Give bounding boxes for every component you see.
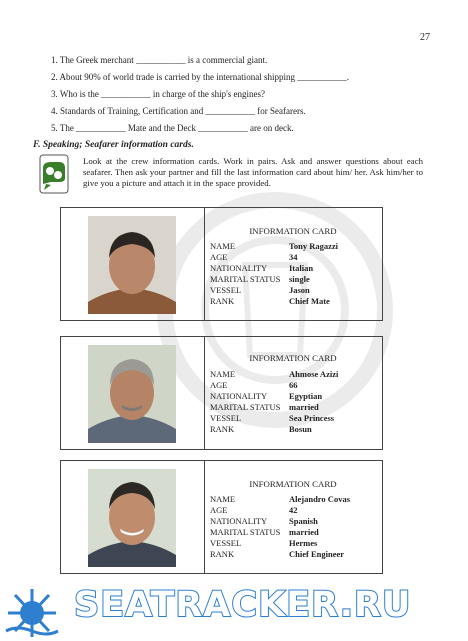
label-rank: RANK xyxy=(210,424,235,434)
value-marital-status: married xyxy=(289,527,319,537)
label-age: AGE xyxy=(210,252,228,262)
speaking-pair-icon xyxy=(39,154,69,194)
instructions-text: Look at the crew information cards. Work in pairs. Ask and answer questions about each seafarer. Then ask your partner and fill the last information card about him/ her. Ask him/her to give you a picture and attach it in the space provided. xyxy=(83,156,423,188)
value-rank: Chief Engineer xyxy=(289,549,345,559)
question-item: 4. Standards of Training, Certification and ___________ for Seafarers. xyxy=(51,106,306,116)
label-marital-status: MARITAL STATUS xyxy=(210,402,281,412)
value-vessel: Hermes xyxy=(289,538,318,548)
label-rank: RANK xyxy=(210,296,235,306)
value-nationality: Spanish xyxy=(289,516,318,526)
label-rank: RANK xyxy=(210,549,235,559)
value-nationality: Egyptian xyxy=(289,391,323,401)
question-item: 1. The Greek merchant ___________ is a commercial giant. xyxy=(51,55,268,65)
card-heading: INFORMATION CARD xyxy=(249,353,337,363)
value-name: Alejandro Covas xyxy=(289,494,350,504)
seafarer-photo xyxy=(88,216,176,314)
value-age: 66 xyxy=(289,380,298,390)
label-age: AGE xyxy=(210,505,228,515)
value-age: 34 xyxy=(289,252,298,262)
label-name: NAME xyxy=(210,494,236,504)
label-vessel: VESSEL xyxy=(210,285,242,295)
label-marital-status: MARITAL STATUS xyxy=(210,527,281,537)
question-item: 3. Who is the ___________ in charge of the ship's engines? xyxy=(51,89,266,99)
card-divider xyxy=(204,461,205,573)
seafarer-photo xyxy=(88,469,176,567)
label-name: NAME xyxy=(210,369,236,379)
seafarer-photo xyxy=(88,345,176,443)
value-marital-status: married xyxy=(289,402,319,412)
sun-logo-icon xyxy=(2,587,62,639)
value-name: Tony Ragazzi xyxy=(289,241,339,251)
value-rank: Bosun xyxy=(289,424,312,434)
label-nationality: NATIONALITY xyxy=(210,391,268,401)
value-name: Ahmose Azizi xyxy=(289,369,339,379)
value-vessel: Sea Princess xyxy=(289,413,335,423)
value-age: 42 xyxy=(289,505,298,515)
card-heading: INFORMATION CARD xyxy=(249,479,337,489)
label-vessel: VESSEL xyxy=(210,538,242,548)
information-card xyxy=(60,207,383,321)
card-divider xyxy=(204,208,205,320)
label-name: NAME xyxy=(210,241,236,251)
value-rank: Chief Mate xyxy=(289,296,330,306)
label-age: AGE xyxy=(210,380,228,390)
value-marital-status: single xyxy=(289,274,310,284)
question-item: 2. About 90% of world trade is carried by the international shipping ___________. xyxy=(51,72,349,82)
label-marital-status: MARITAL STATUS xyxy=(210,274,281,284)
page-number: 27 xyxy=(420,32,430,43)
section-title: F. Speaking; Seafarer information cards. xyxy=(33,140,194,150)
value-vessel: Jason xyxy=(289,285,310,295)
label-nationality: NATIONALITY xyxy=(210,263,268,273)
card-heading: INFORMATION CARD xyxy=(249,226,337,236)
label-nationality: NATIONALITY xyxy=(210,516,268,526)
brand-logo-text: SEATRACKER.RU xyxy=(74,585,412,625)
footer-watermark xyxy=(0,585,468,641)
question-item: 5. The ___________ Mate and the Deck ___________ are on deck. xyxy=(51,123,294,133)
value-nationality: Italian xyxy=(289,263,314,273)
information-card xyxy=(60,460,383,574)
information-card xyxy=(60,336,383,450)
label-vessel: VESSEL xyxy=(210,413,242,423)
question-list xyxy=(51,52,431,137)
